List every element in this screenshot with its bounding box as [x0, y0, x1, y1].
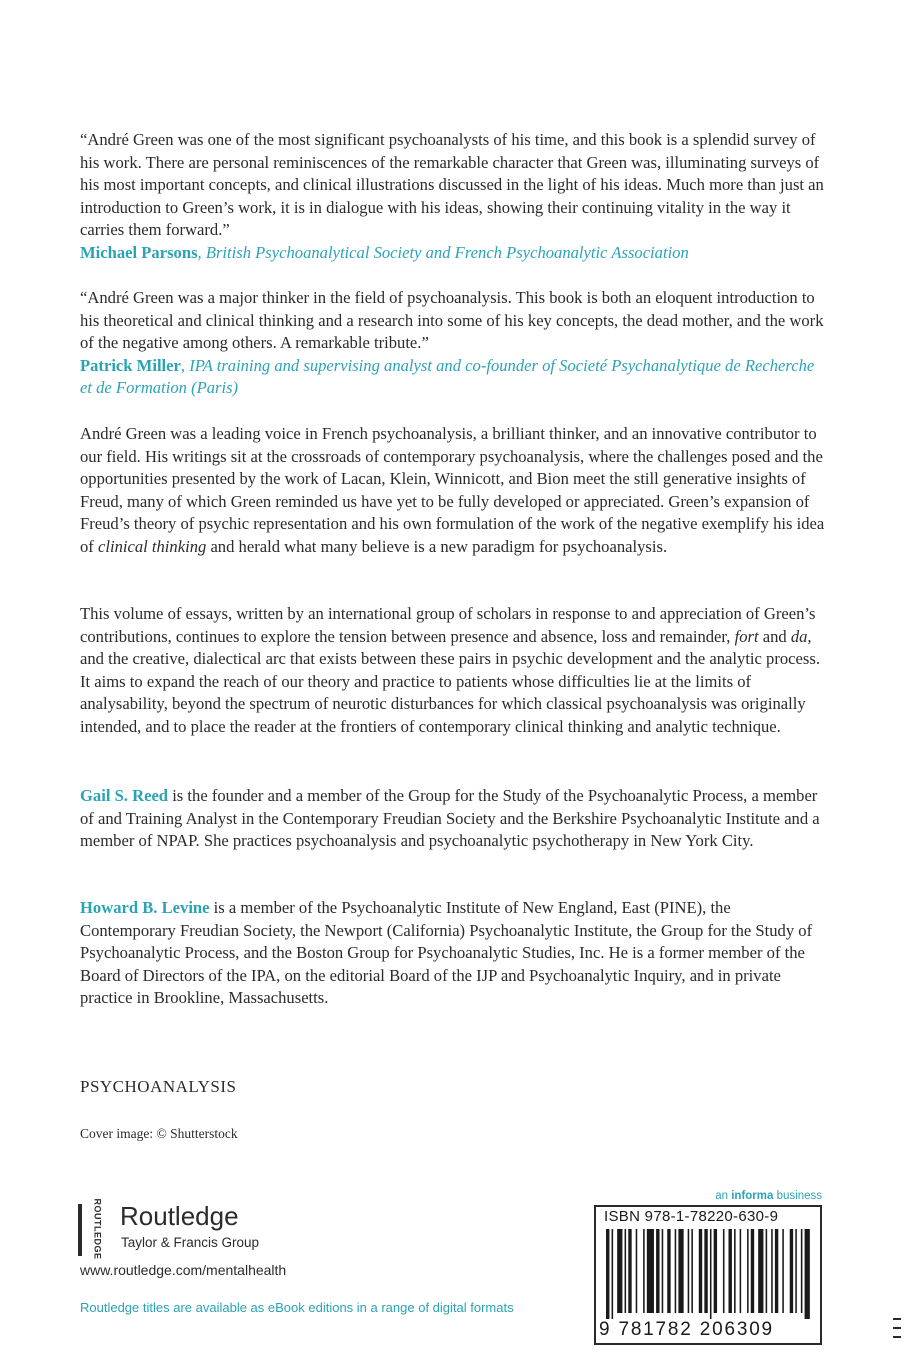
description-paragraph-2 — [80, 603, 830, 739]
barcode-bar — [734, 1229, 736, 1313]
barcode-bar — [636, 1229, 638, 1313]
barcode-digits: 9 781782 206309 — [599, 1319, 774, 1340]
editor-bio: is the founder and a member of the Group for the Study of the Psychoanalytic Process, a member of and Training Analyst in the Contemporary Freudian Society and the Berkshire Psychoanalytic Institute and a member of NPAP. She practices psychoanalysis and psychoanalytic psychotherapy in New York City. — [80, 786, 820, 851]
isbn-barcode — [594, 1205, 822, 1345]
description-text — [80, 423, 830, 559]
barcode-bar — [801, 1229, 803, 1313]
routledge-mark-icon — [78, 1198, 108, 1260]
description-emphasis: da, — [790, 626, 812, 646]
barcode-bar — [691, 1229, 693, 1313]
editor-bio: is a member of the Psychoanalytic Institute of New England, East (PINE), the Contemporary Freudian Society, the Newport (California) Psychoanalytic Institute, the Group for the Study of Psychoanalytic Process, and the Boston Group for Psychoanalytic Studies, Inc. He is a former member of the Board of Directors of the IPA, on the editorial Board of the IJP and Psychoanalytic Inquiry, and in private practice in Brookline, Massachusetts. — [80, 898, 813, 1008]
description-text-part: and — [758, 626, 791, 646]
endorsement-parsons — [80, 129, 830, 265]
informa-suffix: business — [773, 1190, 822, 1202]
editor-name: Gail S. Reed — [80, 786, 169, 805]
endorser-name: Michael Parsons — [80, 242, 198, 262]
edge-mark — [893, 1327, 901, 1329]
endorsement-quote: “André Green was one of the most significant psychoanalysts of his time, and this book is a splendid survey of his work. There are personal reminiscences of the remarkable character that Green was, illuminating surveys of his most important concepts, and clinical illustrations discussed in the light of his ideas. Much more than just an introduction to Green’s work, it is in dialogue with his ideas, showing their continuing vitality in the way it carries them forward.” — [80, 130, 824, 240]
edge-mark — [893, 1336, 901, 1338]
subject-category: PSYCHOANALYSIS — [80, 1077, 237, 1096]
barcode-bar — [647, 1229, 654, 1313]
barcode-bar — [699, 1229, 702, 1313]
description-text-part: and herald what many believe is a new paradigm for psychoanalysis. — [206, 536, 668, 556]
barcode-bar — [617, 1229, 622, 1313]
editor-name: Howard B. Levine — [80, 898, 210, 917]
barcode-bar — [740, 1229, 742, 1313]
description-emphasis: clinical thinking — [97, 536, 207, 556]
description-text-part: and the creative, dialectical arc that exists between these pairs in psychic development and the analytic process. It aims to expand the reach of our theory and practice to patients whose difficulties lie at the limits of analysability, beyond the spectrum of neurotic disturbances for which classical psychoanalysis was originally intended, and to place the reader at the frontiers of contemporary clinical thinking and analytic technique. — [80, 649, 820, 736]
informa-brand: informa — [731, 1190, 774, 1202]
barcode-bar — [775, 1229, 778, 1313]
barcode-bar — [625, 1229, 627, 1313]
barcode-bar — [728, 1229, 731, 1313]
barcode-bar — [766, 1229, 768, 1313]
cover-image-credit: Cover image: © Shutterstock — [80, 1126, 238, 1141]
barcode-bar — [606, 1229, 609, 1319]
barcode-bar — [710, 1229, 712, 1319]
endorsement-quote: “André Green was a major thinker in the field of psychoanalysis. This book is both an eloquent introduction to his theoretical and clinical thinking and a research into some of his key concepts, the dead mother, and the work of the negative among others. A remarkable tribute.” — [80, 288, 824, 353]
endorsement-attribution — [80, 242, 830, 265]
description-emphasis: fort — [734, 626, 759, 646]
barcode-bar — [795, 1229, 797, 1313]
barcode-bar — [782, 1229, 784, 1313]
edge-mark — [893, 1318, 901, 1320]
editor-bio-text — [80, 785, 830, 853]
barcode-bar — [612, 1229, 614, 1319]
barcode-bar — [704, 1229, 707, 1313]
barcode-icon — [606, 1229, 812, 1319]
description-text-part: This volume of essays, written by an international group of scholars in response to and appreciation of Green’s contributions, continues to explore the tension between presence and absence, loss and remainder, — [80, 604, 816, 646]
barcode-bar — [667, 1229, 670, 1313]
endorser-name: Patrick Miller — [80, 355, 181, 375]
barcode-bar — [805, 1229, 810, 1319]
isbn-label: ISBN 978-1-78220-630-9 — [604, 1208, 779, 1225]
informa-business-tag — [715, 1190, 822, 1202]
routledge-mark-text: ROUTLEDGE — [92, 1198, 103, 1260]
barcode-bar — [662, 1229, 664, 1313]
description-paragraph-1 — [80, 423, 830, 559]
informa-prefix: an — [715, 1190, 732, 1202]
endorsement-attribution — [80, 355, 830, 400]
barcode-bar — [771, 1229, 773, 1313]
publisher-group: Taylor & Francis Group — [121, 1235, 260, 1250]
barcode-bar — [751, 1229, 754, 1313]
barcode-bar — [628, 1229, 631, 1313]
endorser-affiliation: , British Psychoanalytical Society and French Psychoanalytic Association — [197, 242, 689, 262]
publisher-url[interactable]: www.routledge.com/mentalhealth — [80, 1262, 287, 1278]
endorser-affiliation: , IPA training and supervising analyst and co-founder of Societé Psychanalytique de Recherche et de Formation (Paris) — [80, 355, 815, 398]
barcode-bar — [656, 1229, 659, 1313]
editor-bio-reed — [80, 785, 830, 853]
barcode-bar — [675, 1229, 677, 1313]
barcode-bar — [723, 1229, 725, 1313]
barcode-bar — [643, 1229, 645, 1313]
description-text-part: André Green was a leading voice in French psychoanalysis, a brilliant thinker, and an innovative contributor to our field. His writings sit at the crossroads of contemporary psychoanalysis, where the challenges posed and the opportunities presented by the work of Lacan, Klein, Winnicott, and Bion meet the still generative insights of Freud, many of which Green reminded us have yet to be fully developed or appreciated. Green’s expansion of Freud’s theory of psychic representation and his own formulation of the work of the negative exemplify his idea of — [80, 424, 825, 556]
publisher-name: Routledge — [120, 1201, 239, 1231]
ebook-note: Routledge titles are available as eBook editions in a range of digital formats — [80, 1300, 514, 1315]
barcode-bar — [678, 1229, 683, 1313]
barcode-bar — [758, 1229, 763, 1313]
editor-bio-levine — [80, 897, 830, 1010]
barcode-bar — [714, 1229, 717, 1313]
description-text — [80, 603, 830, 739]
barcode-bar — [688, 1229, 690, 1313]
barcode-bar — [790, 1229, 793, 1313]
publisher-logo — [78, 1198, 338, 1260]
editor-bio-text — [80, 897, 830, 1010]
endorsement-miller — [80, 287, 830, 400]
edge-marks — [893, 1318, 903, 1360]
barcode-bar — [747, 1229, 749, 1313]
